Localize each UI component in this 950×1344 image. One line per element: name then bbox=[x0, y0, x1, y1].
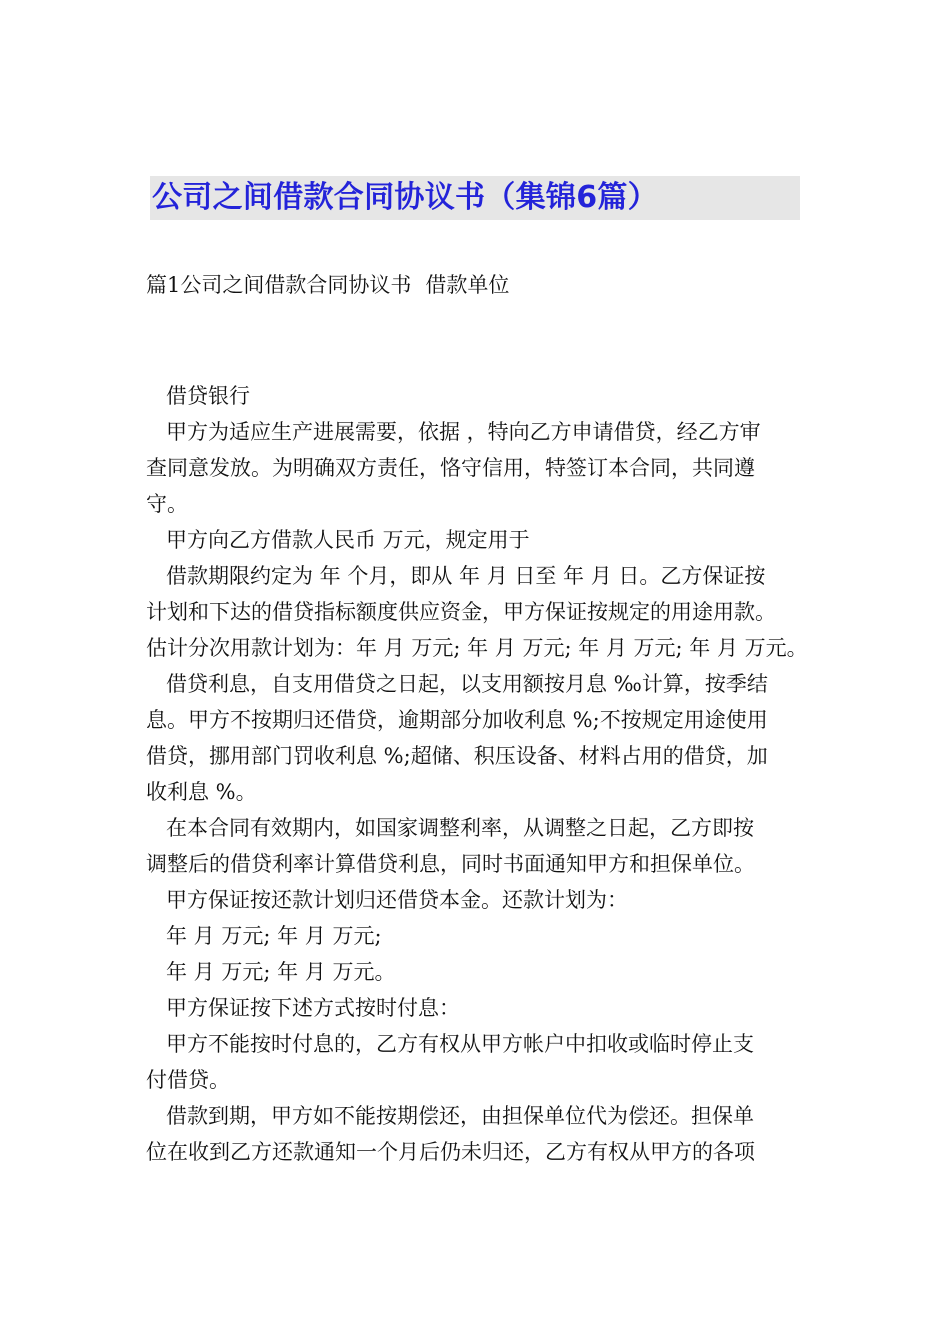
document-title: 公司之间借款合同协议书（集锦6篇） bbox=[152, 180, 658, 215]
body-line: 调整后的借贷利率计算借贷利息，同时书面通知甲方和担保单位。 bbox=[146, 852, 755, 876]
body-line: 年 月 万元; 年 月 万元; bbox=[166, 924, 382, 948]
body-line: 守。 bbox=[146, 492, 188, 516]
body-line: 甲方为适应生产进展需要，依据 ，特向乙方申请借贷，经乙方审 bbox=[166, 420, 761, 444]
body-line: 估计分次用款计划为：年 月 万元; 年 月 万元; 年 月 万元; 年 月 万元。 bbox=[146, 636, 808, 660]
section-part-label: 篇1公司之间借款合同协议书 bbox=[146, 273, 412, 297]
body-line: 甲方向乙方借款人民币 万元，规定用于 bbox=[166, 528, 530, 552]
body-line: 甲方不能按时付息的，乙方有权从甲方帐户中扣收或临时停止支 bbox=[166, 1032, 754, 1056]
body-line: 甲方保证按还款计划归还借贷本金。还款计划为： bbox=[166, 888, 628, 912]
body-line: 甲方保证按下述方式按时付息： bbox=[166, 996, 460, 1020]
body-line: 付借贷。 bbox=[146, 1068, 230, 1092]
body-line: 在本合同有效期内，如国家调整利率，从调整之日起，乙方即按 bbox=[166, 816, 754, 840]
body-line: 计划和下达的借贷指标额度供应资金，甲方保证按规定的用途用款。 bbox=[146, 600, 776, 624]
body-line: 借款期限约定为 年 个月，即从 年 月 日至 年 月 日。乙方保证按 bbox=[166, 564, 766, 588]
section-heading bbox=[146, 270, 509, 300]
body-line: 借款到期，甲方如不能按期偿还，由担保单位代为偿还。担保单 bbox=[166, 1104, 754, 1128]
body-line: 借贷银行 bbox=[166, 384, 250, 408]
body-line: 收利息 %。 bbox=[146, 780, 257, 804]
body-line: 位在收到乙方还款通知一个月后仍未归还，乙方有权从甲方的各项 bbox=[146, 1140, 755, 1164]
body-line: 查同意发放。为明确双方责任，恪守信用，特签订本合同，共同遵 bbox=[146, 456, 755, 480]
body-line: 借贷，挪用部门罚收利息 %;超储、积压设备、材料占用的借贷，加 bbox=[146, 744, 768, 768]
body-line: 年 月 万元; 年 月 万元。 bbox=[166, 960, 396, 984]
body-line: 借贷利息，自支用借贷之日起，以支用额按月息 ‰计算，按季结 bbox=[166, 672, 768, 696]
section-trailing-label: 借款单位 bbox=[425, 273, 510, 297]
body-line: 息。甲方不按期归还借贷，逾期部分加收利息 %;不按规定用途使用 bbox=[146, 708, 768, 732]
document-body bbox=[146, 378, 806, 1170]
